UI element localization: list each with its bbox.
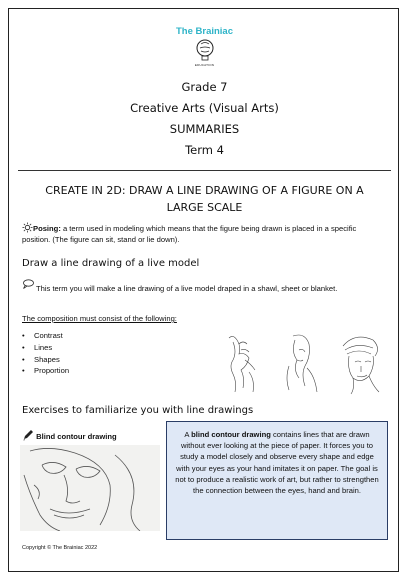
live-model-heading: Draw a line drawing of a live model	[22, 258, 200, 269]
blind-contour-drawing-image	[20, 445, 160, 531]
copyright-footer: Copyright © The Brainiac 2022	[22, 545, 98, 551]
line-drawing-hand-image	[215, 330, 270, 398]
posing-definition: a term used in modeling which means that the figure being drawn is placed in a specific position. (The figure can sit, stand or lie down).	[22, 224, 357, 244]
list-item: • Proportion	[22, 365, 69, 377]
brand-name: The Brainiac	[175, 26, 234, 37]
doc-type-heading: SUMMARIES	[169, 122, 240, 136]
lightbulb-icon	[193, 38, 217, 62]
logo-subtitle: EDUCATION	[194, 63, 215, 67]
blind-contour-info-box	[166, 421, 388, 540]
list-item: • Contrast	[22, 330, 69, 342]
posing-paragraph	[22, 222, 384, 245]
live-model-text: This term you will make a line drawing of a live model draped in a shawl, sheet or blanket.	[35, 284, 338, 293]
live-model-paragraph	[22, 279, 384, 295]
grade-heading: Grade 7	[181, 80, 228, 94]
line-drawing-face-image	[275, 330, 330, 398]
pencil-icon	[22, 429, 34, 441]
divider	[18, 170, 391, 171]
info-box-prefix: A	[184, 430, 192, 439]
info-box-text: contains lines that are drawn without ever looking at the piece of paper. It forces you to study a model closely and observe every shape and edge with your eyes as your hand imitates it on paper. The goal is not to produce a realistic work of art, but rather to strengthen the connection between the eyes, hand and brain.	[175, 430, 379, 496]
composition-label: The composition must consist of the following:	[22, 314, 177, 323]
posing-term: Posing:	[33, 224, 61, 233]
composition-list	[22, 330, 69, 377]
list-item: • Lines	[22, 342, 69, 354]
sun-icon	[22, 222, 33, 233]
info-box-term: blind contour drawing	[191, 430, 271, 439]
blind-contour-subheading-text: Blind contour drawing	[36, 432, 117, 441]
speech-bubble-icon	[22, 279, 34, 289]
exercises-heading: Exercises to familiarize you with line drawings	[22, 405, 254, 416]
term-heading: Term 4	[185, 143, 224, 157]
list-item: • Shapes	[22, 354, 69, 366]
section-title: CREATE IN 2D: DRAW A LINE DRAWING OF A FIGURE ON A LARGE SCALE	[45, 184, 364, 214]
subject-heading: Creative Arts (Visual Arts)	[130, 101, 279, 115]
line-drawing-turban-image	[333, 330, 388, 398]
